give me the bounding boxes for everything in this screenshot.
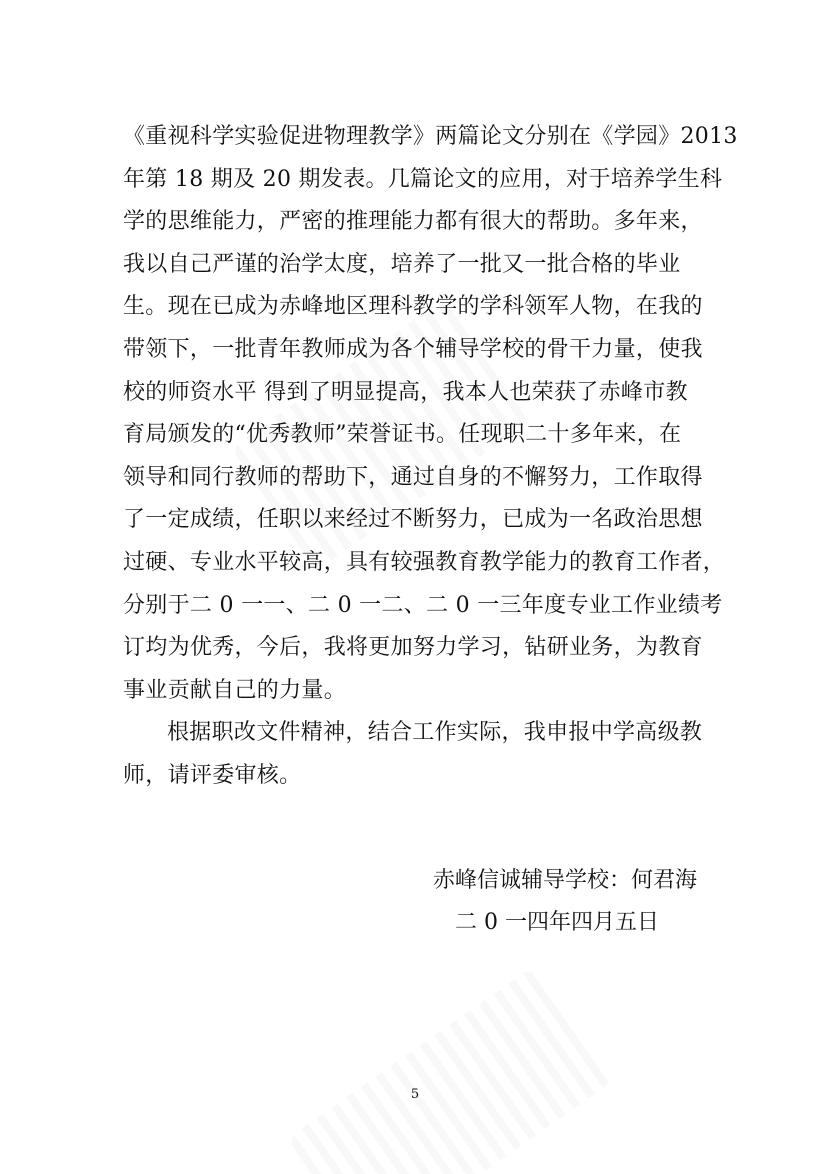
closing-line: 根据职改文件精神，结合工作实际，我申报中学高级教 [167,720,703,746]
document-body [123,116,738,798]
body-line: 《重视科学实验促进物理教学》两篇论文分别在《学园》2013 [123,124,738,149]
signature-date: 二 0 一四年四月五日 [455,910,659,935]
body-line: 带领下，一批青年教师成为各个辅导学校的骨干力量，使我 [123,336,703,362]
signature-name: 赤峰信诚辅导学校：何君海 [433,868,698,893]
body-line: 分别于二 0 一一、二 0 一二、二 0 一三年度专业工作业绩考 [123,592,723,618]
signature-block [433,860,723,944]
body-line: 校的师资水平 得到了明显提高，我本人也荣获了赤峰市教 [123,379,688,405]
body-line: 年第 18 期及 20 期发表。几篇论文的应用，对于培养学生科 [123,166,723,192]
body-line: 育局颁发的“优秀教师”荣誉证书。任现职二十多年来，在 [123,422,682,448]
body-line: 我以自己严谨的治学太度，培养了一批又一批合格的毕业 [123,251,681,277]
body-line: 过硬、专业水平较高，具有较强教育教学能力的教育工作者， [123,549,726,575]
watermark [287,967,613,1174]
body-line: 生。现在已成为赤峰地区理科教学的学科领军人物，在我的 [123,294,703,320]
body-line: 事业贡献自己的力量。 [123,677,347,703]
body-line: 领导和同行教师的帮助下，通过自身的不懈努力，工作取得 [123,464,703,490]
body-line: 了一定成绩，任职以来经过不断努力，已成为一名政治思想 [123,507,703,533]
page-number: 5 [410,1087,420,1102]
closing-line: 师，请评委审核。 [123,762,302,788]
body-line: 订均为优秀，今后，我将更加努力学习，钻研业务，为教育 [123,635,703,661]
body-line: 学的思维能力，严密的推理能力都有很大的帮助。多年来， [123,209,703,235]
